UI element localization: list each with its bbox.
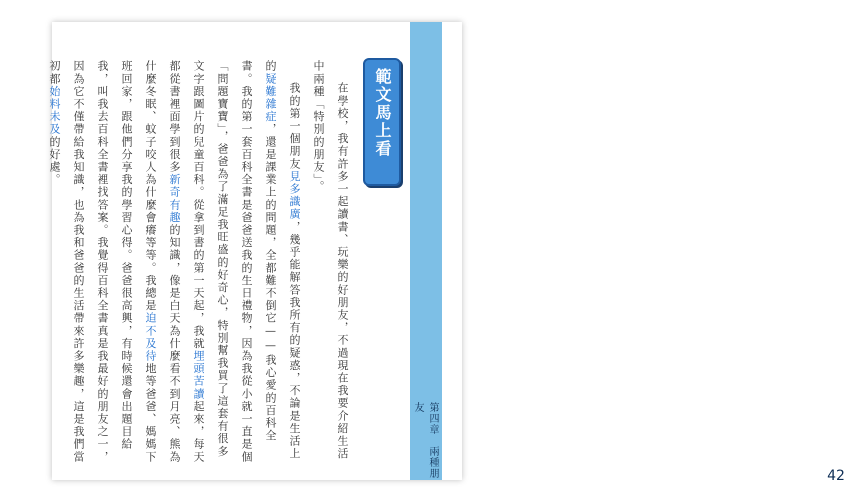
- highlighted-phrase: 見多識廣: [288, 170, 301, 221]
- text-run: 的好處。: [48, 135, 61, 187]
- text-run: 的知識，像是白天為什麼看不到月亮、熊為什麼冬眠、蚊子咬人為什麼會癢等等。我總是: [144, 60, 181, 464]
- text-run: 地等爸爸、媽媽下班回家，跟他們分享我的學習心得。爸爸很高興，有時候還會出題目給我，叫我去百科全書裡找答案。我覺得百科全書真是我最好的朋友之一，因為它不僅帶給我知識，也為我和爸爸的生活帶來許多樂趣，這是我們當初都: [48, 60, 157, 464]
- section-title: 範文馬上看: [373, 68, 392, 158]
- highlighted-phrase: 新奇有趣: [168, 173, 181, 224]
- text-run: ，還是課業上的問題，全都難不倒它——我心愛的百科全書。我的第一套百科全書是爸爸送我的生日禮物，因為我從小就一直是個「問題寶寶」，爸爸為了滿足我旺盛的好奇心，特別幫我買了這套有很多文字跟圖片的兒童百科。從拿到書的第一天起，我就: [192, 60, 277, 464]
- chapter-label: 第四章 兩種朋友: [412, 402, 438, 479]
- paragraph: [42, 60, 306, 465]
- text-run: 起來，每天都從書裡面學到很多: [168, 60, 205, 464]
- highlighted-phrase: 疑難雜症: [264, 72, 277, 124]
- text-run: ，幾乎能解答我所有的疑惑，不論是生活上的: [264, 60, 301, 461]
- highlighted-phrase: 埋頭苦讀: [192, 349, 205, 401]
- chapter-sidebar: [410, 22, 845, 484]
- page-number: 42: [827, 468, 845, 484]
- paragraph: [306, 60, 354, 465]
- text-run: 我的第一個朋友: [288, 82, 301, 171]
- highlighted-phrase: 迫不及待: [144, 312, 157, 363]
- highlighted-phrase: 始料未及: [48, 85, 61, 136]
- section-badge: [363, 58, 401, 186]
- text-run: 在學校，我有許多一起讀書、玩樂的好朋友，不過現在我要介紹生活中兩種「特別的朋友」。: [312, 60, 349, 460]
- body-text: [48, 60, 354, 465]
